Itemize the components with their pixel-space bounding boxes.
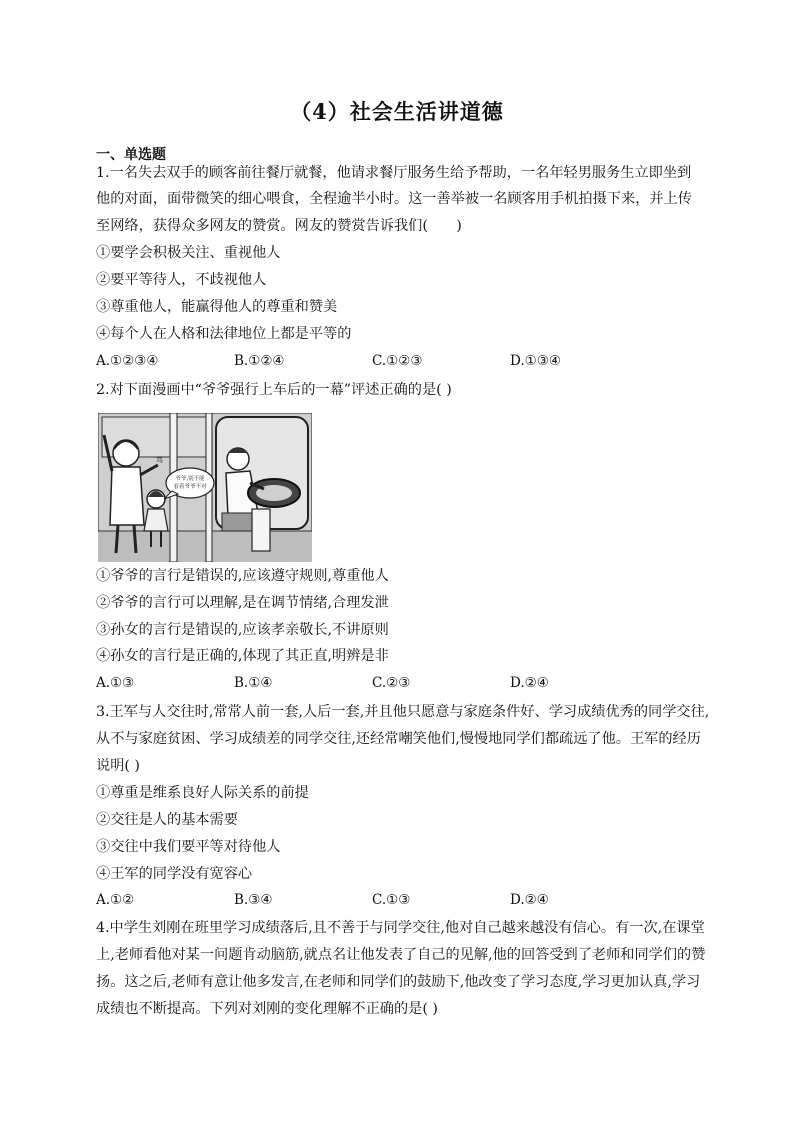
q1-options xyxy=(96,353,696,373)
bus-comic-illustration xyxy=(98,413,312,562)
q4-stem-line-3: 扬。这之后,老师有意让他多发言,在老师和同学们的鼓励下,他改变了学习态度,学习更加认真,学习 xyxy=(96,974,701,990)
q1-option-b[interactable]: B.①②④ xyxy=(234,353,285,369)
q3-option-a[interactable]: A.①② xyxy=(96,892,135,908)
svg-text:爷爷,别不能: 爷爷,别不能 xyxy=(175,476,205,482)
q3-options xyxy=(96,892,696,912)
q3-stem-line-2: 从不与家庭贫困、学习成绩差的同学交往,还经常嘲笑他们,慢慢地同学们都疏远了他。王军的经历 xyxy=(96,731,701,747)
q3-option-b[interactable]: B.③④ xyxy=(234,892,273,908)
q3-stem-line-3: 说明( ) xyxy=(96,758,140,774)
q1-statement-3: ③尊重他人，能赢得他人的尊重和赞美 xyxy=(96,299,338,315)
q1-option-a[interactable]: A.①②③④ xyxy=(96,353,159,369)
q1-stem-line-3: 至网络，获得众多网友的赞赏。网友的赞赏告诉我们( ) xyxy=(96,218,462,234)
q2-statement-1: ①爷爷的言行是错误的,应该遵守规则,尊重他人 xyxy=(96,568,389,584)
q1-statement-2: ②要平等待人，不歧视他人 xyxy=(96,272,267,288)
svg-text:骂: 骂 xyxy=(156,456,163,464)
q2-options xyxy=(96,675,696,695)
q1-stem-line-2: 他的对面，面带微笑的细心喂食，全程逾半小时。这一善举被一名顾客用手机拍摄下来，并上传 xyxy=(96,191,692,207)
q3-option-d[interactable]: D.②④ xyxy=(510,892,549,908)
q3-option-c[interactable]: C.①③ xyxy=(372,892,411,908)
q3-statement-4: ④王军的同学没有宽容心 xyxy=(96,866,253,882)
q2-stem-line-1: 2.对下面漫画中“爷爷强行上车后的一幕”评述正确的是( ) xyxy=(96,382,452,398)
q4-stem-line-1: 4.中学生刘刚在班里学习成绩落后,且不善于与同学交往,他对自己越来越没有信心。有一次,在课堂 xyxy=(96,920,705,936)
q1-statement-4: ④每个人在人格和法律地位上都是平等的 xyxy=(96,326,352,342)
q2-option-c[interactable]: C.②③ xyxy=(372,675,411,691)
q1-statement-1: ①要学会积极关注、重视他人 xyxy=(96,245,281,261)
q2-option-b[interactable]: B.①④ xyxy=(234,675,273,691)
q2-statement-2: ②爷爷的言行可以理解,是在调节情绪,合理发泄 xyxy=(96,595,389,611)
q2-statement-3: ③孙女的言行是错误的,应该孝亲敬长,不讲原则 xyxy=(96,622,389,638)
q1-option-c[interactable]: C.①②③ xyxy=(372,353,423,369)
q4-stem-line-4: 成绩也不断提高。下列对刘刚的变化理解不正确的是( ) xyxy=(96,1001,438,1017)
q1-stem-line-1: 1.一名失去双手的顾客前往餐厅就餐，他请求餐厅服务生给予帮助，一名年轻男服务生立即坐到 xyxy=(96,165,692,181)
q2-statement-4: ④孙女的言行是正确的,体现了其正直,明辨是非 xyxy=(96,648,389,664)
q3-statement-2: ②交往是人的基本需要 xyxy=(96,812,238,828)
section-heading: 一、单选题 xyxy=(96,147,166,163)
q3-statement-1: ①尊重是维系良好人际关系的前提 xyxy=(96,785,309,801)
q3-stem-line-1: 3.王军与人交往时,常常人前一套,人后一套,并且他只愿意与家庭条件好、学习成绩优秀的同学交往, xyxy=(96,704,710,720)
page-title: （4）社会生活讲道德 xyxy=(290,99,504,124)
q2-option-a[interactable]: A.①③ xyxy=(96,675,135,691)
q2-option-d[interactable]: D.②④ xyxy=(510,675,549,691)
svg-text:看着爷爷不对: 看着爷爷不对 xyxy=(173,484,207,490)
q4-stem-line-2: 上,老师看他对某一问题肯动脑筋,就点名让他发表了自己的见解,他的回答受到了老师和同学们的赞 xyxy=(96,947,706,963)
q1-option-d[interactable]: D.①③④ xyxy=(510,353,561,369)
q3-statement-3: ③交往中我们要平等对待他人 xyxy=(96,839,281,855)
